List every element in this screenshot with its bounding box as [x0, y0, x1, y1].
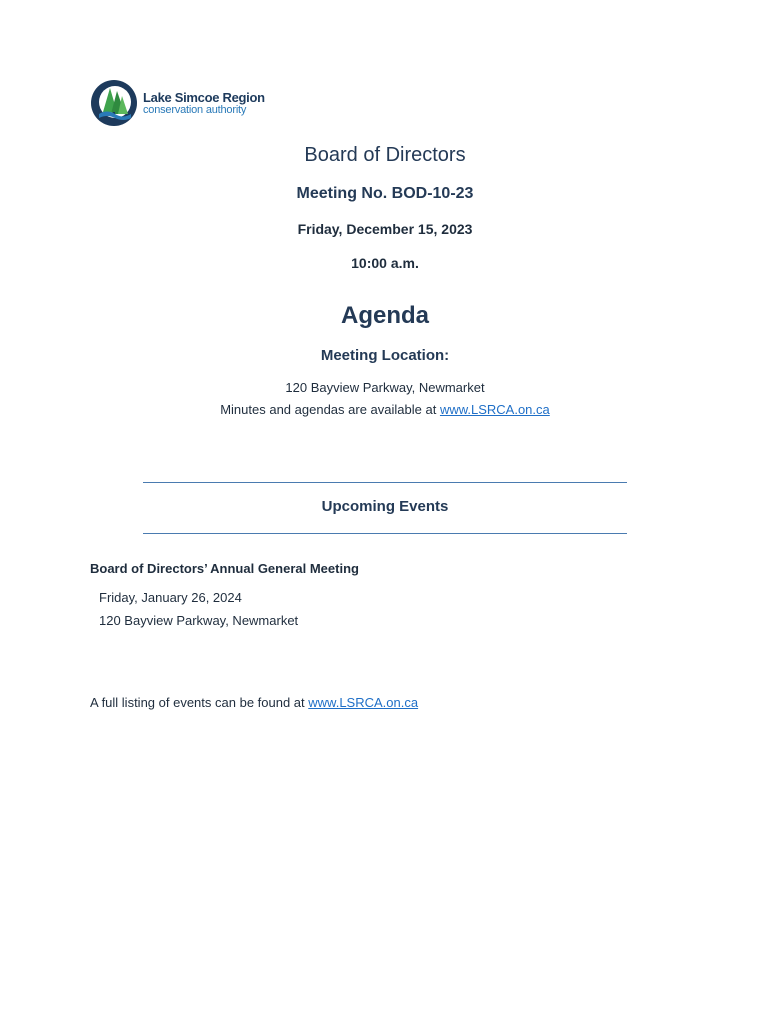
divider-bottom: [143, 533, 627, 534]
meeting-time: 10:00 a.m.: [351, 255, 419, 271]
meeting-location-label: Meeting Location:: [320, 347, 450, 364]
minutes-availability: [0, 402, 770, 417]
lsrca-emblem-icon: [90, 78, 138, 128]
logo-name: Lake Simcoe Region: [143, 89, 265, 105]
board-title: Board of Directors: [304, 144, 466, 166]
logo-tagline: conservation authority: [143, 103, 247, 116]
minutes-link[interactable]: www.LSRCA.on.ca: [439, 402, 550, 417]
agenda-heading: Agenda: [340, 302, 429, 329]
meeting-date: Friday, December 15, 2023: [297, 221, 473, 237]
event-title: Board of Directors’ Annual General Meeting: [90, 561, 359, 576]
events-listing: [90, 695, 418, 710]
event-address: 120 Bayview Parkway, Newmarket: [99, 613, 299, 628]
events-link[interactable]: www.LSRCA.on.ca: [308, 695, 419, 710]
minutes-text: Minutes and agendas are available at: [220, 402, 440, 417]
lsrca-logo: [90, 78, 265, 128]
event-date: Friday, January 26, 2024: [99, 590, 242, 605]
meeting-number: Meeting No. BOD-10-23: [296, 185, 474, 202]
upcoming-events-heading: Upcoming Events: [321, 498, 449, 515]
divider-top: [143, 482, 627, 483]
listing-text: A full listing of events can be found at: [90, 695, 309, 710]
meeting-address: 120 Bayview Parkway, Newmarket: [285, 380, 485, 395]
